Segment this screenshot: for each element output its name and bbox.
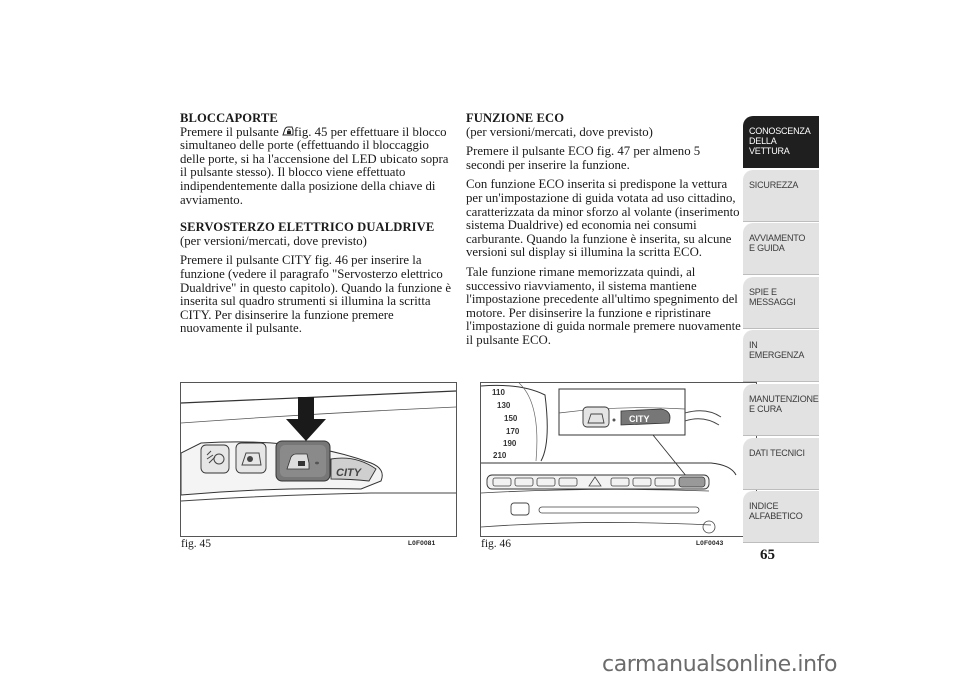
fig46-caption: fig. 46 xyxy=(481,538,512,550)
speed-tick-2: 130 xyxy=(497,401,511,410)
watermark: carmanualsonline.info xyxy=(594,650,960,679)
eco-paragraph-2: Con funzione ECO inserita si predispone la vettura per un'impostazione di guida votata ad uso cittadino, caratterizzata da minor sforzo al volante (inserimento sistema Dualdrive) ed economia nei consumi carburante. Quando la funzione è inserita, su alcune versioni sul display si illumina la scritta ECO. xyxy=(466,177,740,260)
servosterzo-subtitle: (per versioni/mercati, dove previsto) xyxy=(180,233,367,248)
speed-tick-1: 110 xyxy=(492,388,505,397)
page-number: 65 xyxy=(760,547,775,563)
left-column xyxy=(180,112,456,342)
section-title-bloccaporte: BLOCCAPORTE xyxy=(180,111,278,125)
tab-avviamento[interactable]: AVVIAMENTO E GUIDA xyxy=(743,223,819,275)
section-title-eco: FUNZIONE ECO xyxy=(466,111,565,125)
eco-paragraph-3: Tale funzione rimane memorizzata quindi, al successivo riavviamento, il sistema mantiene l'impostazione precedente all'ultimo spegnimento del motore. Per disinserire la funzione e ripristinare l'impostazione di guida normale premere nuovamente il pulsante ECO. xyxy=(466,264,741,347)
tab-dati-tecnici[interactable]: DATI TECNICI xyxy=(743,438,819,490)
fig45-code: L0F0081 xyxy=(408,540,436,547)
tab-spie[interactable]: SPIE E MESSAGGI xyxy=(743,277,819,329)
tab-sicurezza[interactable]: SICUREZZA xyxy=(743,170,819,222)
tab-indice[interactable]: INDICE ALFABETICO xyxy=(743,491,819,543)
section-title-servosterzo: SERVOSTERZO ELETTRICO DUALDRIVE xyxy=(180,220,435,235)
speed-tick-3: 150 xyxy=(504,414,518,423)
fig45-city-label: CITY xyxy=(336,467,362,479)
bloccaporte-text-a: Premere il pulsante xyxy=(180,124,282,139)
right-column xyxy=(466,112,742,354)
fig45-caption: fig. 45 xyxy=(181,538,212,550)
eco-subtitle: (per versioni/mercati, dove previsto) xyxy=(466,124,653,139)
tab-emergenza[interactable]: IN EMERGENZA xyxy=(743,330,819,382)
figure-46 xyxy=(480,382,757,537)
fig46-city-label: CITY xyxy=(629,414,650,424)
eco-paragraph-1: Premere il pulsante ECO fig. 47 per almeno 5 secondi per inserire la funzione. xyxy=(466,144,701,172)
bloccaporte-text-b: fig. 45 per effettuare il blocco simultaneo delle porte (effettuando il bloccaggio delle porte, si ha l'accensione del LED ubicato sopra il pulsante stesso). Il blocco viene effettuato indipendentemente dalla posizione della chiave di avviamento. xyxy=(180,124,449,207)
tab-manutenzione[interactable]: MANUTENZIONE E CURA xyxy=(743,384,819,436)
door-lock-icon xyxy=(282,126,294,137)
speed-tick-4: 170 xyxy=(506,427,520,436)
chapter-tabs xyxy=(743,116,819,545)
fig46-code: L0F0043 xyxy=(696,540,724,547)
tab-conoscenza[interactable]: CONOSCENZA DELLA VETTURA xyxy=(743,116,819,168)
figure-45 xyxy=(180,382,457,537)
bloccaporte-paragraph xyxy=(180,126,456,208)
servosterzo-paragraph: Premere il pulsante CITY fig. 46 per inserire la funzione (vedere il paragrafo "Servosterzo elettrico Dualdrive" in questo capitolo). Quando la funzione è inserita sul quadro strumenti si illumina la scritta CITY. Per disinserire la funzione premere nuovamente il pulsante. xyxy=(180,253,452,336)
speed-tick-6: 210 xyxy=(493,451,507,460)
speed-tick-5: 190 xyxy=(503,439,517,448)
